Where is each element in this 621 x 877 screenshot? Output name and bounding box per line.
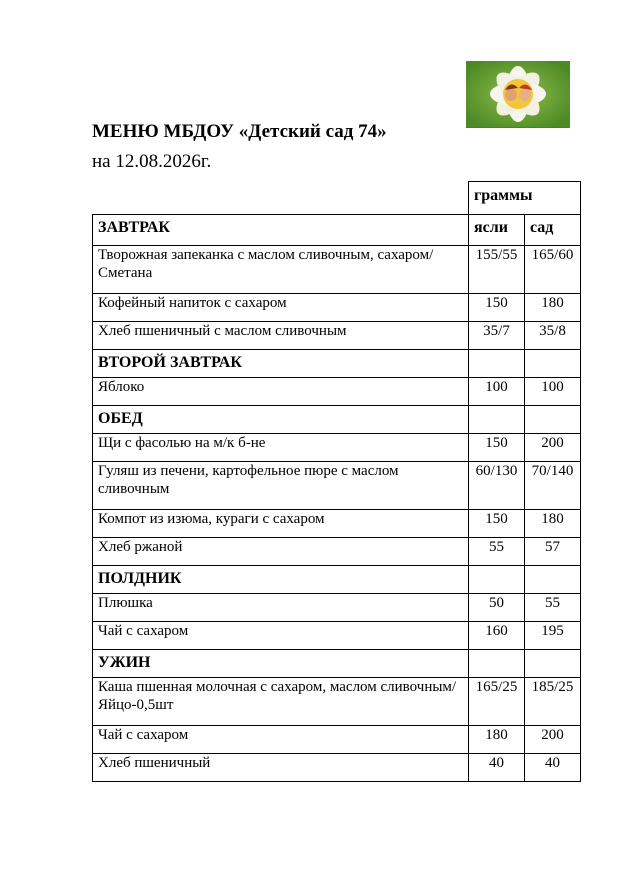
- empty-cell: [525, 566, 581, 594]
- nursery-grams: 100: [469, 378, 525, 406]
- garden-grams: 55: [525, 594, 581, 622]
- dish-name: Каша пшенная молочная с сахаром, маслом сливочным/Яйцо-0,5шт: [93, 678, 469, 726]
- empty-cell: [525, 406, 581, 434]
- garden-grams: 200: [525, 434, 581, 462]
- dish-name: Хлеб ржаной: [93, 538, 469, 566]
- empty-cell: [469, 350, 525, 378]
- empty-cell: [525, 650, 581, 678]
- garden-grams: 57: [525, 538, 581, 566]
- meal-section-title: ПОЛДНИК: [93, 566, 469, 594]
- nursery-grams: 165/25: [469, 678, 525, 726]
- flower-logo-icon: [466, 61, 570, 127]
- kindergarten-logo: [466, 61, 570, 128]
- meal-section-row: [93, 650, 581, 678]
- menu-table: [92, 181, 581, 782]
- garden-grams: 40: [525, 754, 581, 782]
- menu-item-row: [93, 246, 581, 294]
- col-nursery-header: ясли: [469, 215, 525, 246]
- menu-item-row: [93, 378, 581, 406]
- meal-section-row: [93, 350, 581, 378]
- garden-grams: 165/60: [525, 246, 581, 294]
- menu-item-row: [93, 622, 581, 650]
- garden-grams: 100: [525, 378, 581, 406]
- menu-item-row: [93, 594, 581, 622]
- menu-item-row: [93, 726, 581, 754]
- page-title: МЕНЮ МБДОУ «Детский сад 74»: [92, 121, 387, 142]
- nursery-grams: 160: [469, 622, 525, 650]
- dish-name: Плюшка: [93, 594, 469, 622]
- dish-name: Хлеб пшеничный с маслом сливочным: [93, 322, 469, 350]
- garden-grams: 180: [525, 294, 581, 322]
- meal-section-title: ЗАВТРАК: [93, 215, 469, 246]
- menu-item-row: [93, 510, 581, 538]
- empty-cell: [469, 650, 525, 678]
- nursery-grams: 150: [469, 510, 525, 538]
- nursery-grams: 180: [469, 726, 525, 754]
- empty-cell: [525, 350, 581, 378]
- garden-grams: 180: [525, 510, 581, 538]
- dish-name: Хлеб пшеничный: [93, 754, 469, 782]
- col-garden-header: сад: [525, 215, 581, 246]
- nursery-grams: 60/130: [469, 462, 525, 510]
- garden-grams: 195: [525, 622, 581, 650]
- menu-item-row: [93, 538, 581, 566]
- dish-name: Чай с сахаром: [93, 726, 469, 754]
- menu-item-row: [93, 294, 581, 322]
- garden-grams: 185/25: [525, 678, 581, 726]
- nursery-grams: 150: [469, 434, 525, 462]
- nursery-grams: 155/55: [469, 246, 525, 294]
- nursery-grams: 55: [469, 538, 525, 566]
- meal-section-row: [93, 215, 581, 246]
- meal-section-title: УЖИН: [93, 650, 469, 678]
- menu-item-row: [93, 462, 581, 510]
- meal-section-row: [93, 566, 581, 594]
- nursery-grams: 40: [469, 754, 525, 782]
- dish-name: Чай с сахаром: [93, 622, 469, 650]
- garden-grams: 200: [525, 726, 581, 754]
- dish-name: Гуляш из печени, картофельное пюре с маслом сливочным: [93, 462, 469, 510]
- dish-name: Кофейный напиток с сахаром: [93, 294, 469, 322]
- empty-cell: [469, 566, 525, 594]
- meal-section-title: ВТОРОЙ ЗАВТРАК: [93, 350, 469, 378]
- grams-header: граммы: [469, 182, 581, 215]
- nursery-grams: 50: [469, 594, 525, 622]
- nursery-grams: 150: [469, 294, 525, 322]
- meal-section-title: ОБЕД: [93, 406, 469, 434]
- garden-grams: 35/8: [525, 322, 581, 350]
- dish-name: Творожная запеканка с маслом сливочным, сахаром/Сметана: [93, 246, 469, 294]
- dish-name: Яблоко: [93, 378, 469, 406]
- menu-item-row: [93, 754, 581, 782]
- nursery-grams: 35/7: [469, 322, 525, 350]
- garden-grams: 70/140: [525, 462, 581, 510]
- menu-item-row: [93, 434, 581, 462]
- meal-section-row: [93, 406, 581, 434]
- menu-date: на 12.08.2026г.: [92, 151, 212, 172]
- empty-cell: [469, 406, 525, 434]
- dish-name: Щи с фасолью на м/к б-не: [93, 434, 469, 462]
- grams-header-row: [93, 182, 581, 215]
- menu-item-row: [93, 678, 581, 726]
- dish-name: Компот из изюма, кураги с сахаром: [93, 510, 469, 538]
- menu-item-row: [93, 322, 581, 350]
